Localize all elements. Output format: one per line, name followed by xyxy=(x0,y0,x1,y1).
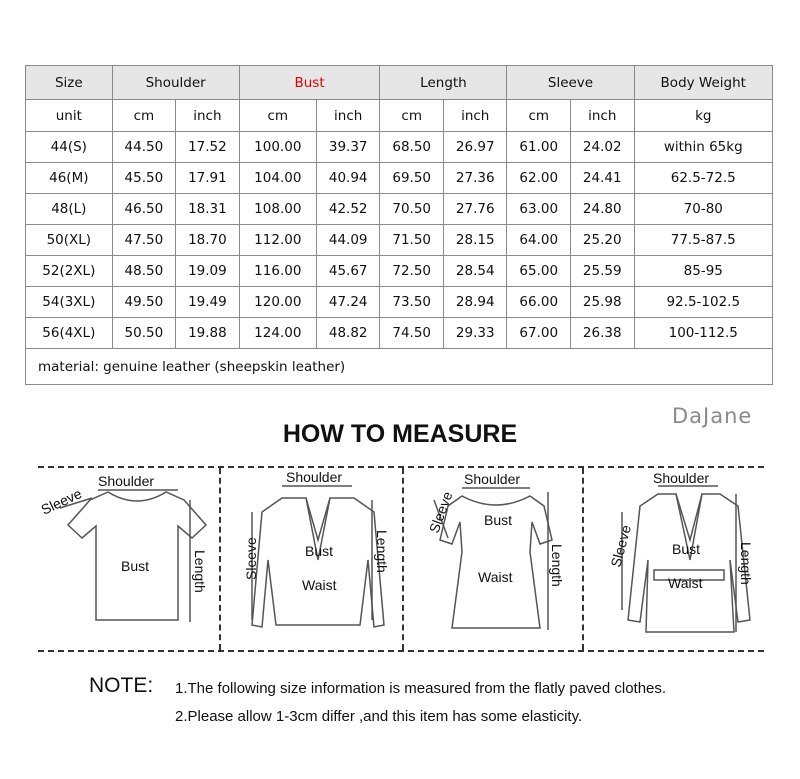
value-cell: 27.76 xyxy=(443,194,507,225)
divider-bottom xyxy=(38,650,764,652)
coat-figure xyxy=(622,486,750,632)
value-cell: 45.67 xyxy=(316,256,380,287)
value-cell: 27.36 xyxy=(443,163,507,194)
header-length: Length xyxy=(380,66,507,100)
value-cell: 19.88 xyxy=(176,318,240,349)
header-size: Size xyxy=(26,66,113,100)
blazer-sleeve-label: Sleeve xyxy=(243,537,259,580)
value-cell: 70.50 xyxy=(380,194,444,225)
value-cell: 46.50 xyxy=(112,194,176,225)
value-cell: 77.5-87.5 xyxy=(634,225,772,256)
unit-cell: cm xyxy=(380,100,444,132)
table-row xyxy=(26,225,773,256)
value-cell: 44.50 xyxy=(112,132,176,163)
value-cell: 71.50 xyxy=(380,225,444,256)
size-cell: 46(M) xyxy=(26,163,113,194)
value-cell: 49.50 xyxy=(112,287,176,318)
value-cell: 108.00 xyxy=(239,194,316,225)
dress-length-label: Length xyxy=(549,544,565,587)
note-line-2: 2.Please allow 1-3cm differ ,and this item has some elasticity. xyxy=(175,708,583,725)
value-cell: 68.50 xyxy=(380,132,444,163)
value-cell: 50.50 xyxy=(112,318,176,349)
value-cell: 25.20 xyxy=(571,225,635,256)
size-cell: 50(XL) xyxy=(26,225,113,256)
blazer-length-label: Length xyxy=(374,530,390,573)
size-cell: 56(4XL) xyxy=(26,318,113,349)
value-cell: 85-95 xyxy=(634,256,772,287)
value-cell: 104.00 xyxy=(239,163,316,194)
dress-bust-label: Bust xyxy=(484,512,513,528)
value-cell: 124.00 xyxy=(239,318,316,349)
unit-cell: inch xyxy=(176,100,240,132)
value-cell: within 65kg xyxy=(634,132,772,163)
value-cell: 24.80 xyxy=(571,194,635,225)
size-cell: 48(L) xyxy=(26,194,113,225)
unit-cell: unit xyxy=(26,100,113,132)
value-cell: 45.50 xyxy=(112,163,176,194)
value-cell: 18.31 xyxy=(176,194,240,225)
value-cell: 67.00 xyxy=(507,318,571,349)
dress-figure xyxy=(434,488,552,630)
unit-cell: cm xyxy=(112,100,176,132)
header-body-weight: Body Weight xyxy=(634,66,772,100)
value-cell: 28.54 xyxy=(443,256,507,287)
dress-waist-label: Waist xyxy=(478,569,513,585)
value-cell: 112.00 xyxy=(239,225,316,256)
table-row xyxy=(26,163,773,194)
value-cell: 62.00 xyxy=(507,163,571,194)
coat-waist-label: Waist xyxy=(668,575,703,591)
value-cell: 72.50 xyxy=(380,256,444,287)
material-row xyxy=(26,349,773,385)
value-cell: 100-112.5 xyxy=(634,318,772,349)
table-row xyxy=(26,256,773,287)
tshirt-figure xyxy=(60,490,206,622)
table-row xyxy=(26,132,773,163)
value-cell: 48.82 xyxy=(316,318,380,349)
value-cell: 65.00 xyxy=(507,256,571,287)
value-cell: 42.52 xyxy=(316,194,380,225)
header-bust: Bust xyxy=(239,66,380,100)
value-cell: 63.00 xyxy=(507,194,571,225)
value-cell: 28.15 xyxy=(443,225,507,256)
value-cell: 64.00 xyxy=(507,225,571,256)
value-cell: 48.50 xyxy=(112,256,176,287)
coat-length-label: Length xyxy=(738,542,754,585)
tshirt-bust-label: Bust xyxy=(121,558,150,574)
size-chart-table xyxy=(25,65,773,385)
value-cell: 47.24 xyxy=(316,287,380,318)
table-row xyxy=(26,194,773,225)
tshirt-shoulder-label: Shoulder xyxy=(98,473,155,489)
value-cell: 66.00 xyxy=(507,287,571,318)
value-cell: 24.02 xyxy=(571,132,635,163)
value-cell: 47.50 xyxy=(112,225,176,256)
note-line-1: 1.The following size information is measured from the flatly paved clothes. xyxy=(175,680,667,697)
blazer-shoulder-label: Shoulder xyxy=(286,469,343,485)
value-cell: 100.00 xyxy=(239,132,316,163)
value-cell: 19.09 xyxy=(176,256,240,287)
value-cell: 44.09 xyxy=(316,225,380,256)
table-units-row xyxy=(26,100,773,132)
how-to-measure-title: HOW TO MEASURE xyxy=(282,420,518,448)
value-cell: 39.37 xyxy=(316,132,380,163)
value-cell: 28.94 xyxy=(443,287,507,318)
value-cell: 17.91 xyxy=(176,163,240,194)
value-cell: 19.49 xyxy=(176,287,240,318)
dress-shoulder-label: Shoulder xyxy=(464,471,521,487)
blazer-waist-label: Waist xyxy=(302,577,337,593)
table-row xyxy=(26,287,773,318)
size-cell: 52(2XL) xyxy=(26,256,113,287)
value-cell: 25.98 xyxy=(571,287,635,318)
coat-bust-label: Bust xyxy=(672,541,701,557)
unit-cell: inch xyxy=(571,100,635,132)
value-cell: 120.00 xyxy=(239,287,316,318)
value-cell: 61.00 xyxy=(507,132,571,163)
value-cell: 25.59 xyxy=(571,256,635,287)
brand-watermark: DaJane xyxy=(672,404,753,428)
unit-cell: cm xyxy=(239,100,316,132)
header-shoulder: Shoulder xyxy=(112,66,239,100)
note-label: NOTE: xyxy=(89,674,154,697)
measure-figures xyxy=(0,460,800,650)
value-cell: 73.50 xyxy=(380,287,444,318)
value-cell: 26.97 xyxy=(443,132,507,163)
size-cell: 54(3XL) xyxy=(26,287,113,318)
table-header-row xyxy=(26,66,773,100)
material-text: material: genuine leather (sheepskin leather) xyxy=(26,349,773,385)
header-sleeve: Sleeve xyxy=(507,66,634,100)
value-cell: 29.33 xyxy=(443,318,507,349)
value-cell: 116.00 xyxy=(239,256,316,287)
dress-sleeve-label: Sleeve xyxy=(425,489,456,536)
value-cell: 26.38 xyxy=(571,318,635,349)
unit-cell: cm xyxy=(507,100,571,132)
value-cell: 92.5-102.5 xyxy=(634,287,772,318)
value-cell: 70-80 xyxy=(634,194,772,225)
unit-cell: kg xyxy=(634,100,772,132)
unit-cell: inch xyxy=(443,100,507,132)
value-cell: 17.52 xyxy=(176,132,240,163)
blazer-bust-label: Bust xyxy=(305,543,334,559)
tshirt-sleeve-label: Sleeve xyxy=(38,485,85,518)
table-row xyxy=(26,318,773,349)
coat-shoulder-label: Shoulder xyxy=(653,470,710,486)
value-cell: 74.50 xyxy=(380,318,444,349)
value-cell: 62.5-72.5 xyxy=(634,163,772,194)
value-cell: 24.41 xyxy=(571,163,635,194)
coat-sleeve-label: Sleeve xyxy=(607,523,634,569)
value-cell: 18.70 xyxy=(176,225,240,256)
tshirt-length-label: Length xyxy=(192,550,208,593)
value-cell: 40.94 xyxy=(316,163,380,194)
unit-cell: inch xyxy=(316,100,380,132)
size-cell: 44(S) xyxy=(26,132,113,163)
value-cell: 69.50 xyxy=(380,163,444,194)
